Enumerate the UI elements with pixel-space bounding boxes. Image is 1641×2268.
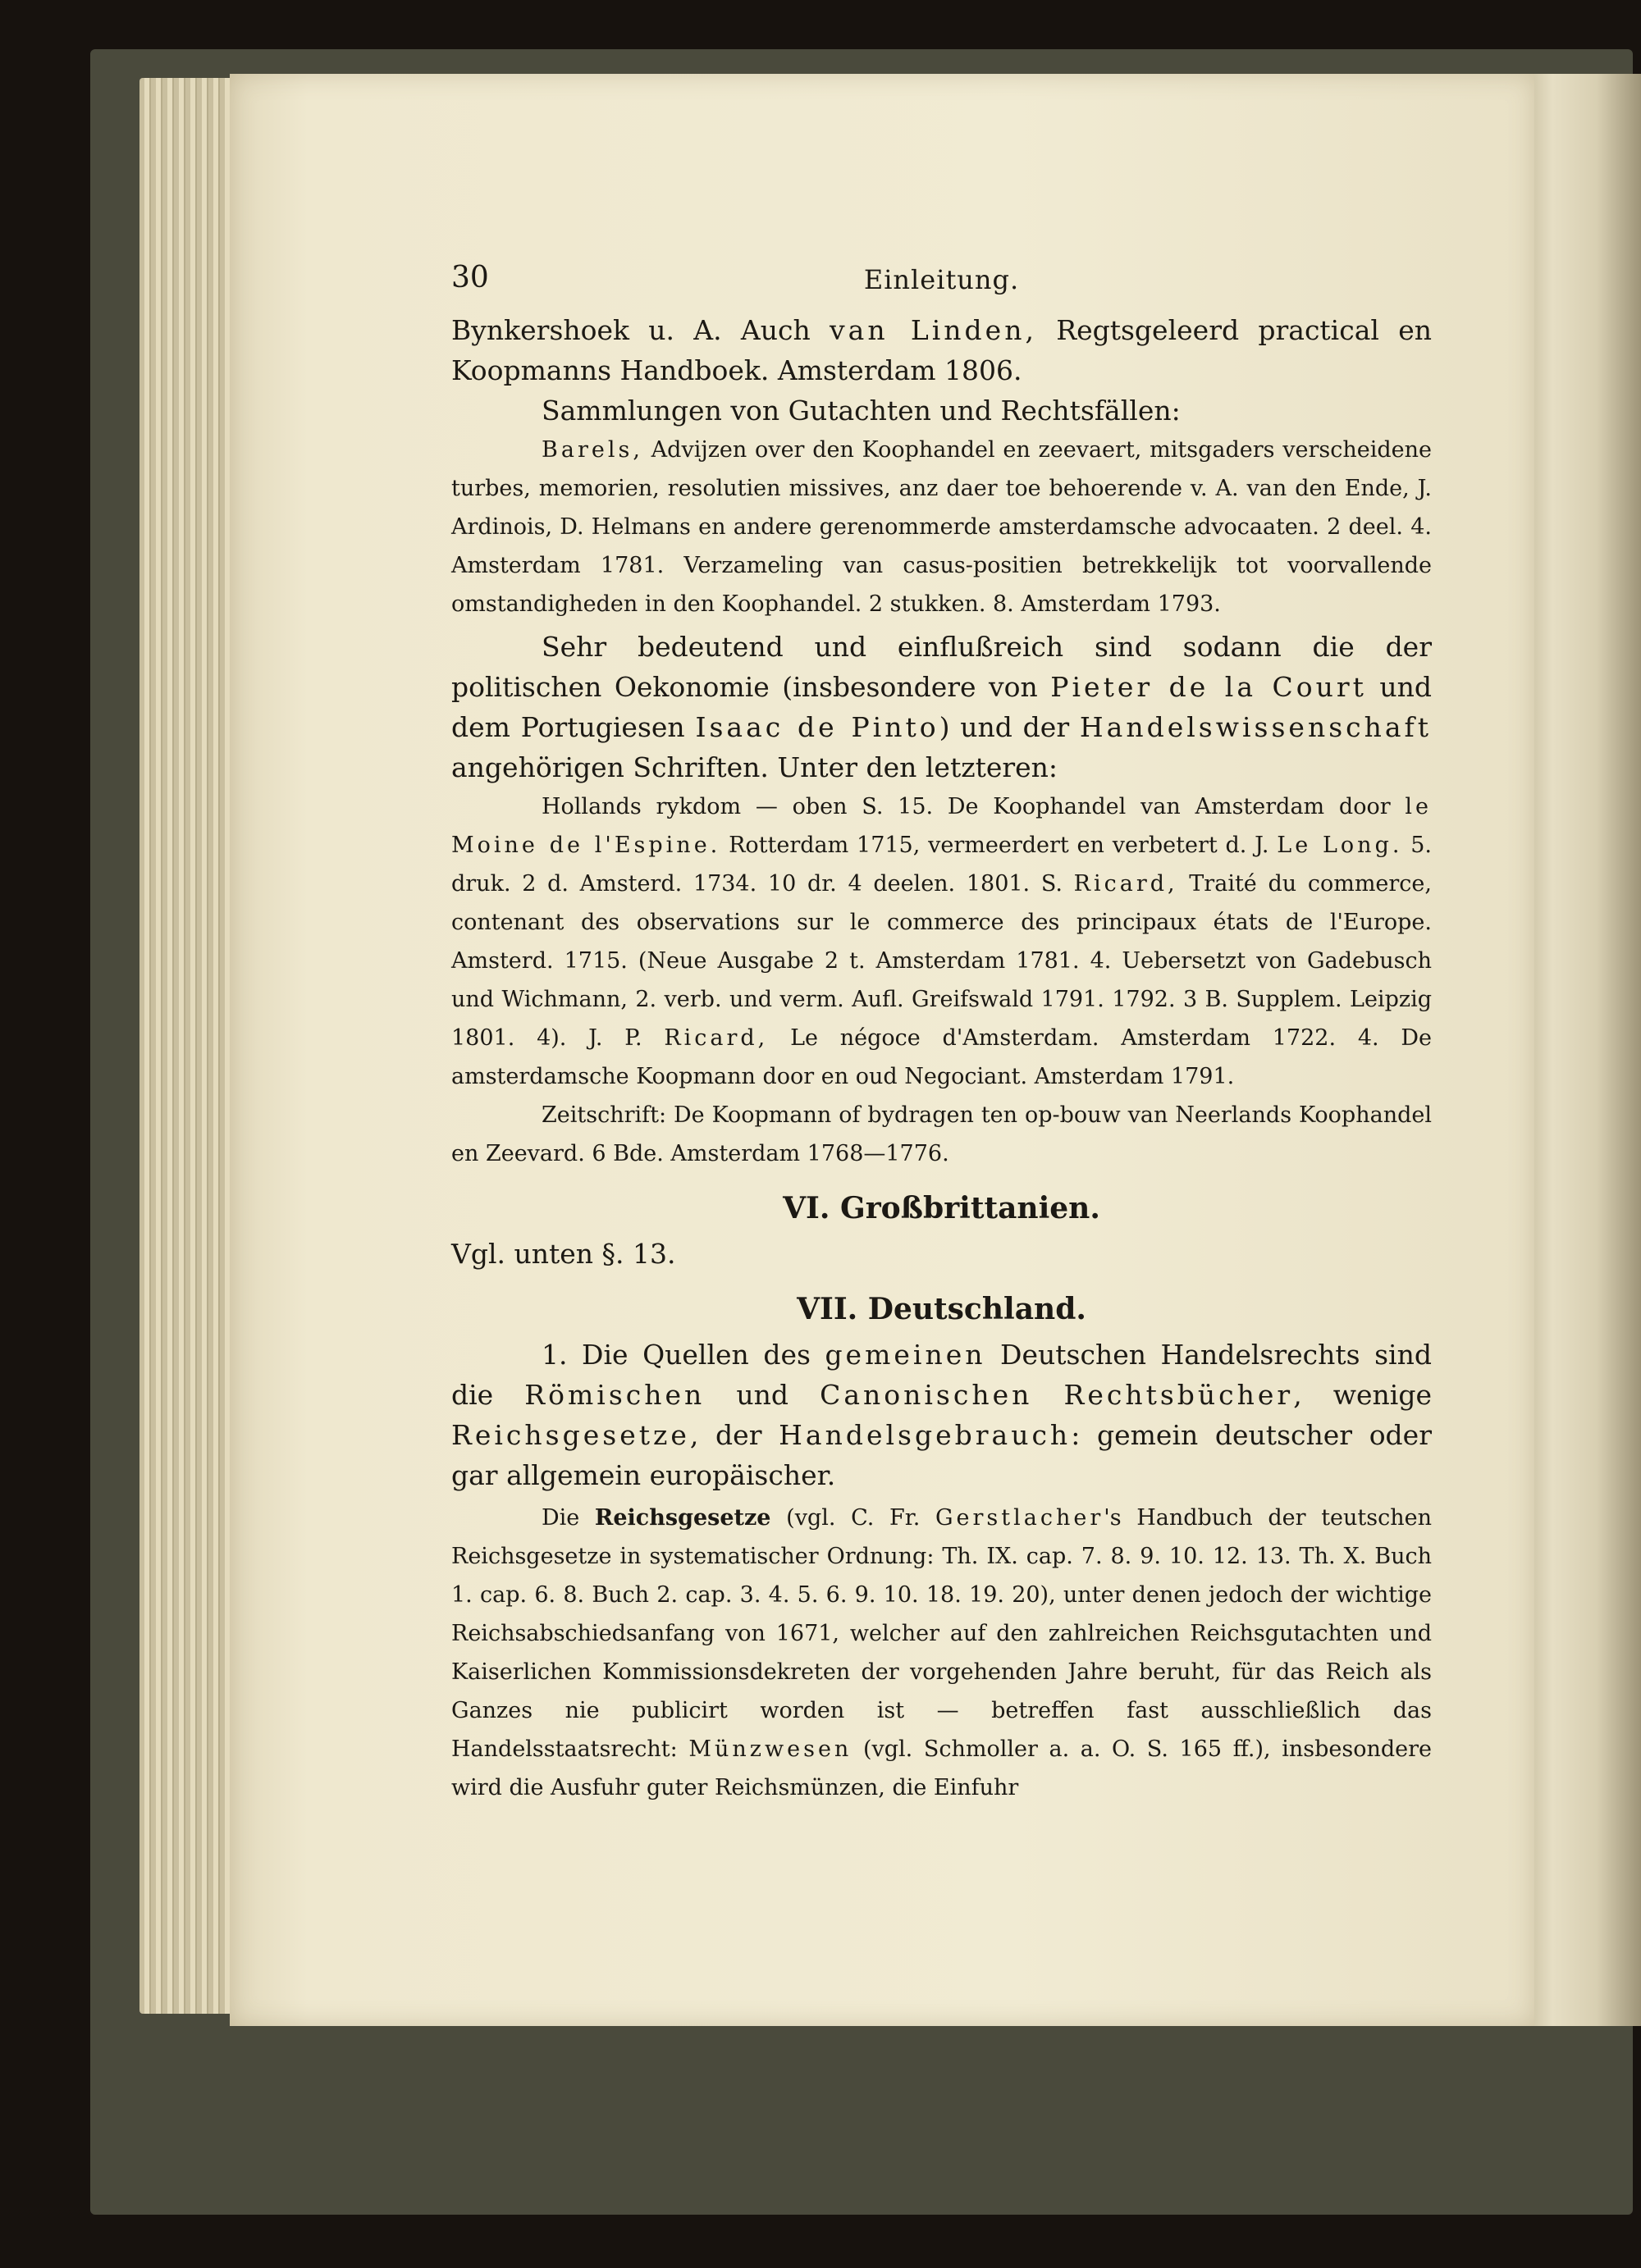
deutschland-paragraph: 1. Die Quellen des gemeinen Deutschen Handelsrechts sind die Römischen und Canonischen Rechtsbücher, wenige Reichsgesetze, der Handelsgebrauch: gemein deutscher oder gar allgemein europäischer. [451,1339,1432,1491]
intro-paragraph: Bynkershoek u. A. Auch van Linden, Regtsgeleerd practical en Koopmanns Handboek. Amsterdam 1806. [451,314,1432,386]
facing-page-edge [1530,74,1641,2026]
page-header [451,261,1432,310]
term-handelswissenschaft: Handelswissenschaft [1079,711,1433,743]
page-content [451,261,1432,1807]
cross-reference: Vgl. unten §. 13. [451,1238,676,1270]
section-heading-vii: VII. Deutschland. [797,1292,1086,1326]
name-ricard-2: Ricard, [664,1025,769,1051]
barels-name: Barels, [542,437,643,463]
running-head: Einleitung. [863,264,1020,295]
name-court: Pieter de la Court [1050,671,1367,703]
term-muenzwesen: Münzwesen [688,1736,852,1762]
author-name: Bynkershoek u. A. [451,314,722,346]
page-number: 30 [451,261,489,294]
name-moine: le Moine de l'Espine. [451,794,1432,858]
works-paragraph: Hollands rykdom — oben S. 15. De Koophandel van Amsterdam door le Moine de l'Espine. Rotterdam 1715, vermeerdert en verbetert d. J. Le Long. 5. druk. 2 d. Amsterd. 1734. 10 dr. 4 deelen. 1801. S. Ricard, Traité du commerce, contenant des observations sur le commerce des principaux états de l'Europe. Amsterd. 1715. (Neue Ausgabe 2 t. Amsterdam 1781. 4. Uebersetzt von Gadebusch und Wichmann, 2. verb. und verm. Aufl. Greifswald 1791. 1792. 3 B. Supplem. Leipzig 1801. 4). J. P. Ricard, Le négoce d'Amsterdam. Amsterdam 1722. 4. De amsterdamsche Koopmann door en oud Negociant. Amsterdam 1791. [451,794,1432,1089]
name-ricard: Ricard, [1073,871,1178,897]
reichsgesetze-paragraph: Die Reichsgesetze (vgl. C. Fr. Gerstlacher's Handbuch der teutschen Reichsgesetze in systematischer Ordnung: Th. IX. cap. 7. 8. 9. 10. 12. 13. Th. X. Buch 1. cap. 6. 8. Buch 2. cap. 3. 4. 5. 6. 9. 10. 18. 19. 20), unter denen jedoch der wichtige Reichsabschiedsanfang von 1671, welcher auf den zahlreichen Reichsgutachten und Kaiserlichen Kommissionsdekreten der vorgehenden Jahre beruht, für das Reich als Ganzes nie publicirt worden ist — betreffen fast ausschließlich das Handelsstaatsrecht: Münzwesen (vgl. Schmoller a. a. O. S. 165 ff.), insbesondere wird die Ausfuhr guter Reichsmünzen, die Einfuhr [451,1505,1432,1800]
name-longue: Le Long. [1277,833,1403,858]
author-name-linden: van Linden, [830,314,1037,346]
section-heading-vi: VI. Großbrittanien. [783,1191,1100,1225]
name-gerstlacher: Gerstlacher [935,1505,1104,1531]
collections-paragraph: Barels, Advijzen over den Koophandel en zeevaert, mitsgaders verscheidene turbes, memorien, resolutien missives, anz daer toe behoerende v. A. van den Ende, J. Ardinois, D. Helmans en andere gerenommerde amsterdamsche advocaaten. 2 deel. 4. Amsterdam 1781. Verzameling van casus-positien betrekkelijk tot voorvallende omstandigheden in den Koophandel. 2 stukken. 8. Amsterdam 1793. [451,437,1432,617]
collections-heading: Sammlungen von Gutachten und Rechtsfällen: [542,395,1181,427]
journal-paragraph: Zeitschrift: De Koopmann of bydragen ten op-bouw van Neerlands Koophandel en Zeevard. 6 Bde. Amsterdam 1768—1776. [451,1102,1432,1166]
political-paragraph: Sehr bedeutend und einflußreich sind sodann die der politischen Oekonomie (insbesondere von Pieter de la Court und dem Portugiesen Isaac de Pinto) und der Handelswissenschaft angehörigen Schriften. Unter den letzteren: [451,631,1433,783]
term-reichsgesetze: Reichsgesetze [594,1505,771,1531]
name-pinto: Isaac de Pinto [695,711,939,743]
